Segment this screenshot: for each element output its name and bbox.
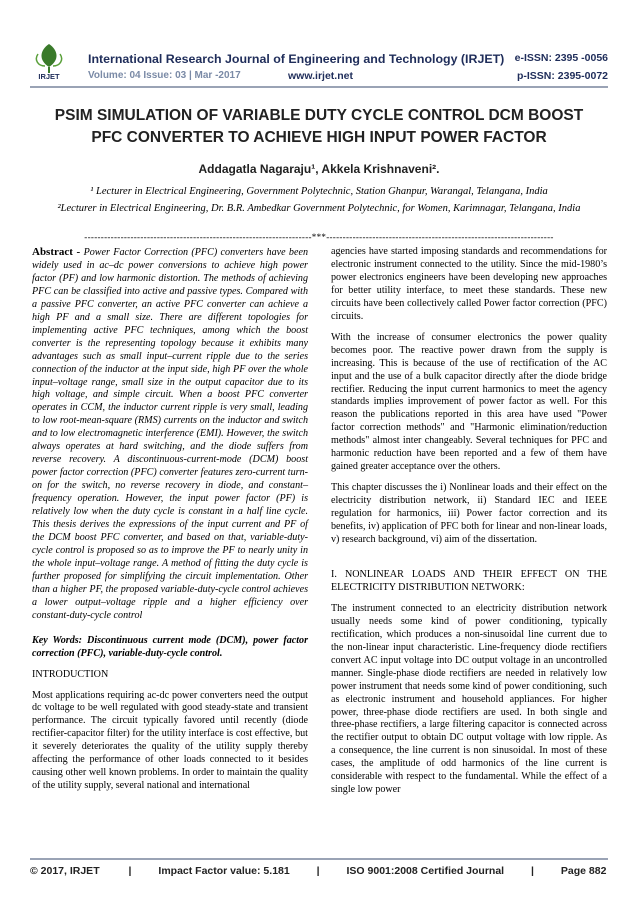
logo-text: IRJET bbox=[38, 72, 60, 80]
header-rule bbox=[30, 86, 608, 88]
abstract-label: Abstract - bbox=[32, 246, 81, 258]
footer-divider-1: | bbox=[128, 865, 132, 877]
footer-rule bbox=[30, 858, 608, 860]
intro-heading: INTRODUCTION bbox=[32, 668, 109, 680]
right-paragraph-3: This chapter discusses the i) Nonlinear loads and their effect on the electricity distribution network, ii) Standard IEC and IEEE regulation for harmonics, iii) Power factor correction and its benefits, iv) application of PFC both for linear and non-linear loads, v) research background, vi) aim of the dissertation. bbox=[331, 482, 607, 546]
keywords-label: Key Words: bbox=[32, 634, 83, 646]
footer-divider-3: | bbox=[531, 865, 534, 877]
paper-title bbox=[30, 105, 608, 149]
keywords bbox=[32, 635, 308, 661]
volume-issue: Volume: 04 Issue: 03 | Mar -2017 bbox=[88, 70, 241, 81]
keywords-text: Discontinuous current mode (DCM), power factor correction (PFC), variable-duty-cycle control. bbox=[32, 634, 309, 659]
footer-page-number: Page 882 bbox=[560, 865, 607, 877]
eissn: e-ISSN: 2395 -0056 bbox=[514, 52, 608, 64]
right-column bbox=[331, 246, 607, 805]
section1-heading: I. NONLINEAR LOADS AND THEIR EFFECT ON THE ELECTRICITY DISTRIBUTION NETWORK: bbox=[331, 568, 607, 593]
title-line-1: PSIM SIMULATION OF VARIABLE DUTY CYCLE CONTROL DCM BOOST bbox=[54, 107, 584, 124]
journal-header bbox=[0, 0, 638, 86]
journal-name: International Research Journal of Engineering and Technology (IRJET) bbox=[88, 52, 505, 66]
intro-paragraph: Most applications requiring ac-dc power converters need the output dc voltage to be well regulated with good steady-state and transient performance. The circuit typically favored until recently (diode rectifier-capacitor filter) for the utility interface is cost effective, but it severely deteriorates the quality of the utility supply thereby affecting the performance of other loads connected to it besides causing other well known problems. In order to maintain the quality of the utility supply, several national and international bbox=[32, 689, 308, 792]
affiliation-1: ¹ Lecturer in Electrical Engineering, Government Polytechnic, Station Ghanpur, Warangal, Telangana, India bbox=[90, 186, 548, 197]
right-paragraph-1: agencies have started imposing standards and recommendations for electronic instrument connected to the utility. Since the mid-1980’s power electronics engineers have been developing new approaches for better utility interface, to meet these standards. These new circuits have been collectively called Power factor correction (PFC) circuits. bbox=[331, 246, 607, 322]
footer-iso: ISO 9001:2008 Certified Journal bbox=[346, 865, 505, 877]
right-paragraph-2: With the increase of consumer electronics the power quality becomes poor. The reactive power drawn from the supply is increasing. This is because of the use of rectification of the AC input and the use of a bulk capacitor directly after the diode bridge rectifier. Reducing the input current harmonics to meet the agency standards implies improvement of power factor as well. For this reason the publications reported in this area have used "Power factor correction methods" and "Harmonic elimination/reduction methods" almost inter changeably. Several techniques for PFC and harmonic reduction have been reported and a few of them have gained greater acceptance over the others. bbox=[331, 331, 607, 473]
abstract-text: Power Factor Correction (PFC) converters have been widely used in ac–dc power conversions to achieve high power factor (PF) and low harmonic distortion. The methods of achieving PFC can be classified into active and passive types. Compared with a passive PFC converter, an active PFC converter can achieve a high PF and a small size. There are different topologies for implementing active PFC techniques, among which the boost converter is the representing topology because it exhibits many advantages such as small input–current ripple due to the series connection of the inductor at the input side, high PF over the whole input–voltage range, small size in the output capacitor due to its high voltage, and simple circuit. When a boost PFC converter operates in CCM, the inductor current ripple is very small, leading to low root-mean-square (RMS) currents on the inductor and switch and to low electromagnetic interference (EMI). However, the switch always operates at hard switching, and the diode suffers from reverse recovery. A discontinuous-current-mode (DCM) boost power factor correction (PFC) converter features zero-current turn-on for the switch, no reverse recovery in diode, and constant– frequency operation. However, the input power factor (PF) is relatively low when the duty cycle is constant in a half line cycle. This thesis derives the expressions of the input current and PF of the DCM boost PFC converter, and based on that, variable-duty-cycle control is proposed so as to improve the PF to nearly unity in the whole input–voltage range. A method of fitting the duty cycle is further proposed for simplifying the circuit implementation. Other than a higher PF, the proposed variable-duty-cycle control achieves a lower output–voltage ripple and a higher efficiency over constant-duty-cycle control bbox=[32, 247, 308, 621]
section-separator: ---------------------------------------------------------------------***--------------------------------------------------------------------- bbox=[84, 232, 554, 242]
page-footer bbox=[30, 865, 608, 877]
affiliation-2: ²Lecturer in Electrical Engineering, Dr. B.R. Ambedkar Government Polytechnic, for Women, Karimnagar, Telangana, India bbox=[57, 203, 581, 214]
footer-divider-2: | bbox=[316, 865, 320, 877]
abstract bbox=[32, 246, 308, 623]
footer-copyright: © 2017, IRJET bbox=[30, 865, 100, 877]
pissn: p-ISSN: 2395-0072 bbox=[516, 70, 608, 82]
left-column bbox=[32, 246, 308, 801]
journal-website-link[interactable]: www.irjet.net bbox=[288, 70, 353, 82]
leaf-tree-logo-icon bbox=[30, 40, 68, 80]
footer-impact-factor: Impact Factor value: 5.181 bbox=[158, 865, 290, 877]
authors: Addagatla Nagaraju¹, Akkela Krishnaveni². bbox=[198, 162, 440, 176]
section1-paragraph: The instrument connected to an electricity distribution network usually needs some kind of power conditioning, typically rectification, which produces a non-sinusoidal line current due to the non-linear input characteristic. Line-frequency diode rectifiers convert AC input voltage into DC output voltage in an uncontrolled manner. Single-phase diode rectifiers are needed in relatively low power instrument that needs some kind of power conditioning, such as electronic instrument and household appliances. For higher power, three-phase diode rectifiers are used. In both single and three-phase rectifiers, a large filtering capacitor is connected across the rectifier output to obtain DC output voltage with low ripple. As a consequence, the line current is non sinusoidal. In most of these cases, the amplitude of odd harmonics of the line current is considerable with respect to the fundamental. While the effect of a single low power bbox=[331, 602, 607, 796]
title-line-2: PFC CONVERTER TO ACHIEVE HIGH INPUT POWER FACTOR bbox=[91, 129, 547, 146]
